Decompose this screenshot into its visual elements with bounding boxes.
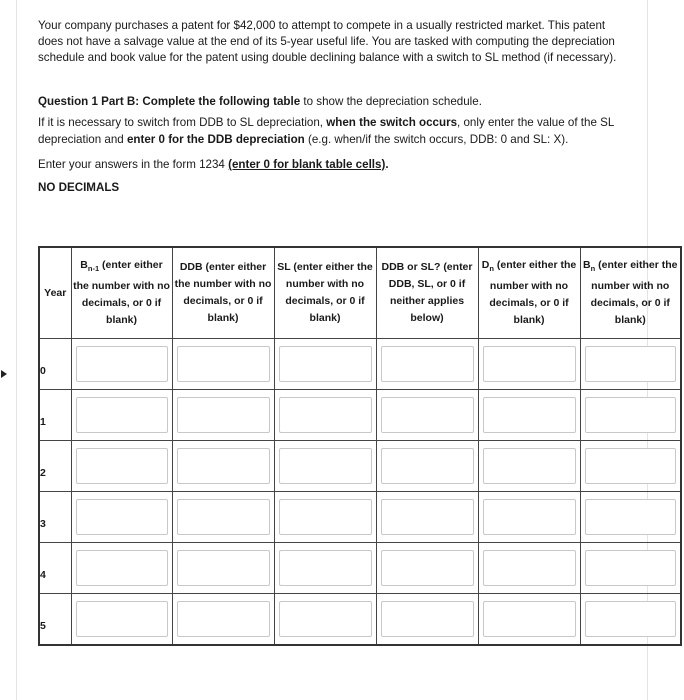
year-label: 2: [40, 467, 46, 479]
cell: [274, 543, 376, 594]
bn-input[interactable]: [585, 499, 677, 535]
cell: [71, 594, 172, 646]
col1-base: B: [80, 259, 88, 272]
cell: [172, 492, 274, 543]
col1-sub: n-1: [87, 264, 100, 274]
col-header-dn: [478, 247, 580, 339]
cell: [71, 441, 172, 492]
bn-input[interactable]: [585, 550, 677, 586]
year-cell: [39, 492, 71, 543]
cell: [580, 594, 681, 646]
ddb-input[interactable]: [177, 550, 270, 586]
cell: [172, 339, 274, 390]
table-row: [39, 441, 681, 492]
year-label: 3: [40, 518, 46, 530]
sl-input[interactable]: [279, 550, 372, 586]
cell: [376, 594, 478, 646]
year-label: 1: [40, 416, 46, 428]
current-row-arrow-icon: [1, 370, 7, 378]
ddb-input[interactable]: [177, 397, 270, 433]
year-label: 4: [40, 569, 46, 581]
col5-rest: (enter either the number with no decimals, or 0 if blank): [489, 259, 577, 326]
ddb-or-sl-input[interactable]: [381, 397, 474, 433]
dn-input[interactable]: [483, 346, 576, 382]
switch-text-a: If it is necessary to switch from DDB to SL depreciation,: [38, 116, 327, 129]
cell: [172, 594, 274, 646]
table-row: [39, 390, 681, 441]
bn-1-input[interactable]: [76, 499, 168, 535]
year-cell: [39, 594, 71, 646]
year-label: 5: [40, 620, 46, 632]
dn-input[interactable]: [483, 448, 576, 484]
question-content: [38, 18, 628, 194]
year-cell: [39, 339, 71, 390]
sl-input[interactable]: [279, 397, 372, 433]
ddb-input[interactable]: [177, 601, 270, 637]
col5-base: D: [481, 259, 490, 272]
question-title: [38, 95, 628, 108]
sl-input[interactable]: [279, 346, 372, 382]
dn-input[interactable]: [483, 499, 576, 535]
cell: [71, 339, 172, 390]
col1-rest: (enter either the number with no decimals, or 0 if blank): [73, 259, 170, 326]
cell: [376, 543, 478, 594]
bn-1-input[interactable]: [76, 346, 168, 382]
dn-input[interactable]: [483, 601, 576, 637]
bn-1-input[interactable]: [76, 448, 168, 484]
switch-text-b: when the switch occurs: [326, 116, 458, 129]
cell: [376, 390, 478, 441]
sl-input[interactable]: [279, 499, 372, 535]
bn-input[interactable]: [585, 346, 677, 382]
cell: [172, 390, 274, 441]
cell: [478, 339, 580, 390]
bn-input[interactable]: [585, 448, 677, 484]
switch-text-e: (e.g. when/if the switch occurs, DDB: 0 and SL: X).: [304, 133, 569, 146]
cell: [478, 390, 580, 441]
table-row: [39, 339, 681, 390]
year-cell: [39, 543, 71, 594]
year-header: Year: [39, 247, 71, 339]
cell: [274, 390, 376, 441]
dn-input[interactable]: [483, 550, 576, 586]
cell: [376, 441, 478, 492]
cell: [478, 492, 580, 543]
no-decimals-note: NO DECIMALS: [38, 181, 120, 194]
cell: [274, 441, 376, 492]
col-header-bn: [580, 247, 681, 339]
format-text-a: Enter your answers in the form 1234: [38, 158, 229, 171]
cell: [478, 543, 580, 594]
header-row: [39, 247, 681, 339]
cell: [274, 339, 376, 390]
col-header-sl: SL (enter either the number with no decimals, or 0 if blank): [274, 247, 376, 339]
col-header-ddb: DDB (enter either the number with no decimals, or 0 if blank): [172, 247, 274, 339]
cell: [376, 492, 478, 543]
format-text-c: .: [385, 158, 389, 171]
cell: [71, 390, 172, 441]
cell: [71, 492, 172, 543]
ddb-or-sl-input[interactable]: [381, 346, 474, 382]
col5-sub: n: [489, 264, 494, 274]
problem-statement: Your company purchases a patent for $42,000 to attempt to compete in a usually restricted market. This patent does not have a salvage value at the end of its 5-year useful life. You are tasked with computing the depreciation schedule and book value for the patent using double declining balance with a switch to SL method (if necessary).: [38, 19, 617, 64]
dn-input[interactable]: [483, 397, 576, 433]
switch-text-c: , only enter the value of the SL depreciation and: [38, 116, 614, 146]
cell: [172, 543, 274, 594]
cell: [478, 441, 580, 492]
cell: [580, 543, 681, 594]
cell: [580, 492, 681, 543]
sl-input[interactable]: [279, 448, 372, 484]
ddb-input[interactable]: [177, 499, 270, 535]
ddb-input[interactable]: [177, 448, 270, 484]
cell: [274, 492, 376, 543]
col6-sub: n: [590, 264, 596, 274]
question-label: Question 1 Part B: Complete the following table: [38, 95, 301, 108]
switch-instructions: [38, 114, 628, 148]
table-row: [39, 594, 681, 646]
format-text-b: (enter 0 for blank table cells): [228, 158, 386, 171]
bn-input[interactable]: [585, 601, 677, 637]
cell: [274, 594, 376, 646]
bn-1-input[interactable]: [76, 397, 168, 433]
col6-rest: (enter either the number with no decimals, or 0 if blank): [590, 259, 678, 326]
format-instructions: [38, 158, 628, 171]
question-rest: to show the depreciation schedule.: [300, 95, 482, 108]
ddb-or-sl-input[interactable]: [381, 499, 474, 535]
bn-1-input[interactable]: [76, 601, 168, 637]
year-cell: [39, 390, 71, 441]
ddb-or-sl-input[interactable]: [381, 601, 474, 637]
cell: [478, 594, 580, 646]
ddb-input[interactable]: [177, 346, 270, 382]
bn-input[interactable]: [585, 397, 677, 433]
col-header-bn-1: [71, 247, 172, 339]
bn-1-input[interactable]: [76, 550, 168, 586]
depreciation-schedule-table: [38, 246, 682, 646]
ddb-or-sl-input[interactable]: [381, 550, 474, 586]
col-header-ddb-or-sl: DDB or SL? (enter DDB, SL, or 0 if neither applies below): [376, 247, 478, 339]
cell: [580, 390, 681, 441]
cell: [71, 543, 172, 594]
table-row: [39, 543, 681, 594]
col6-base: B: [583, 259, 591, 272]
cell: [172, 441, 274, 492]
cell: [580, 339, 681, 390]
cell: [376, 339, 478, 390]
table-row: [39, 492, 681, 543]
year-label: 0: [40, 365, 46, 377]
switch-text-d: enter 0 for the DDB depreciation: [126, 133, 305, 146]
sl-input[interactable]: [279, 601, 372, 637]
cell: [580, 441, 681, 492]
year-cell: [39, 441, 71, 492]
ddb-or-sl-input[interactable]: [381, 448, 474, 484]
